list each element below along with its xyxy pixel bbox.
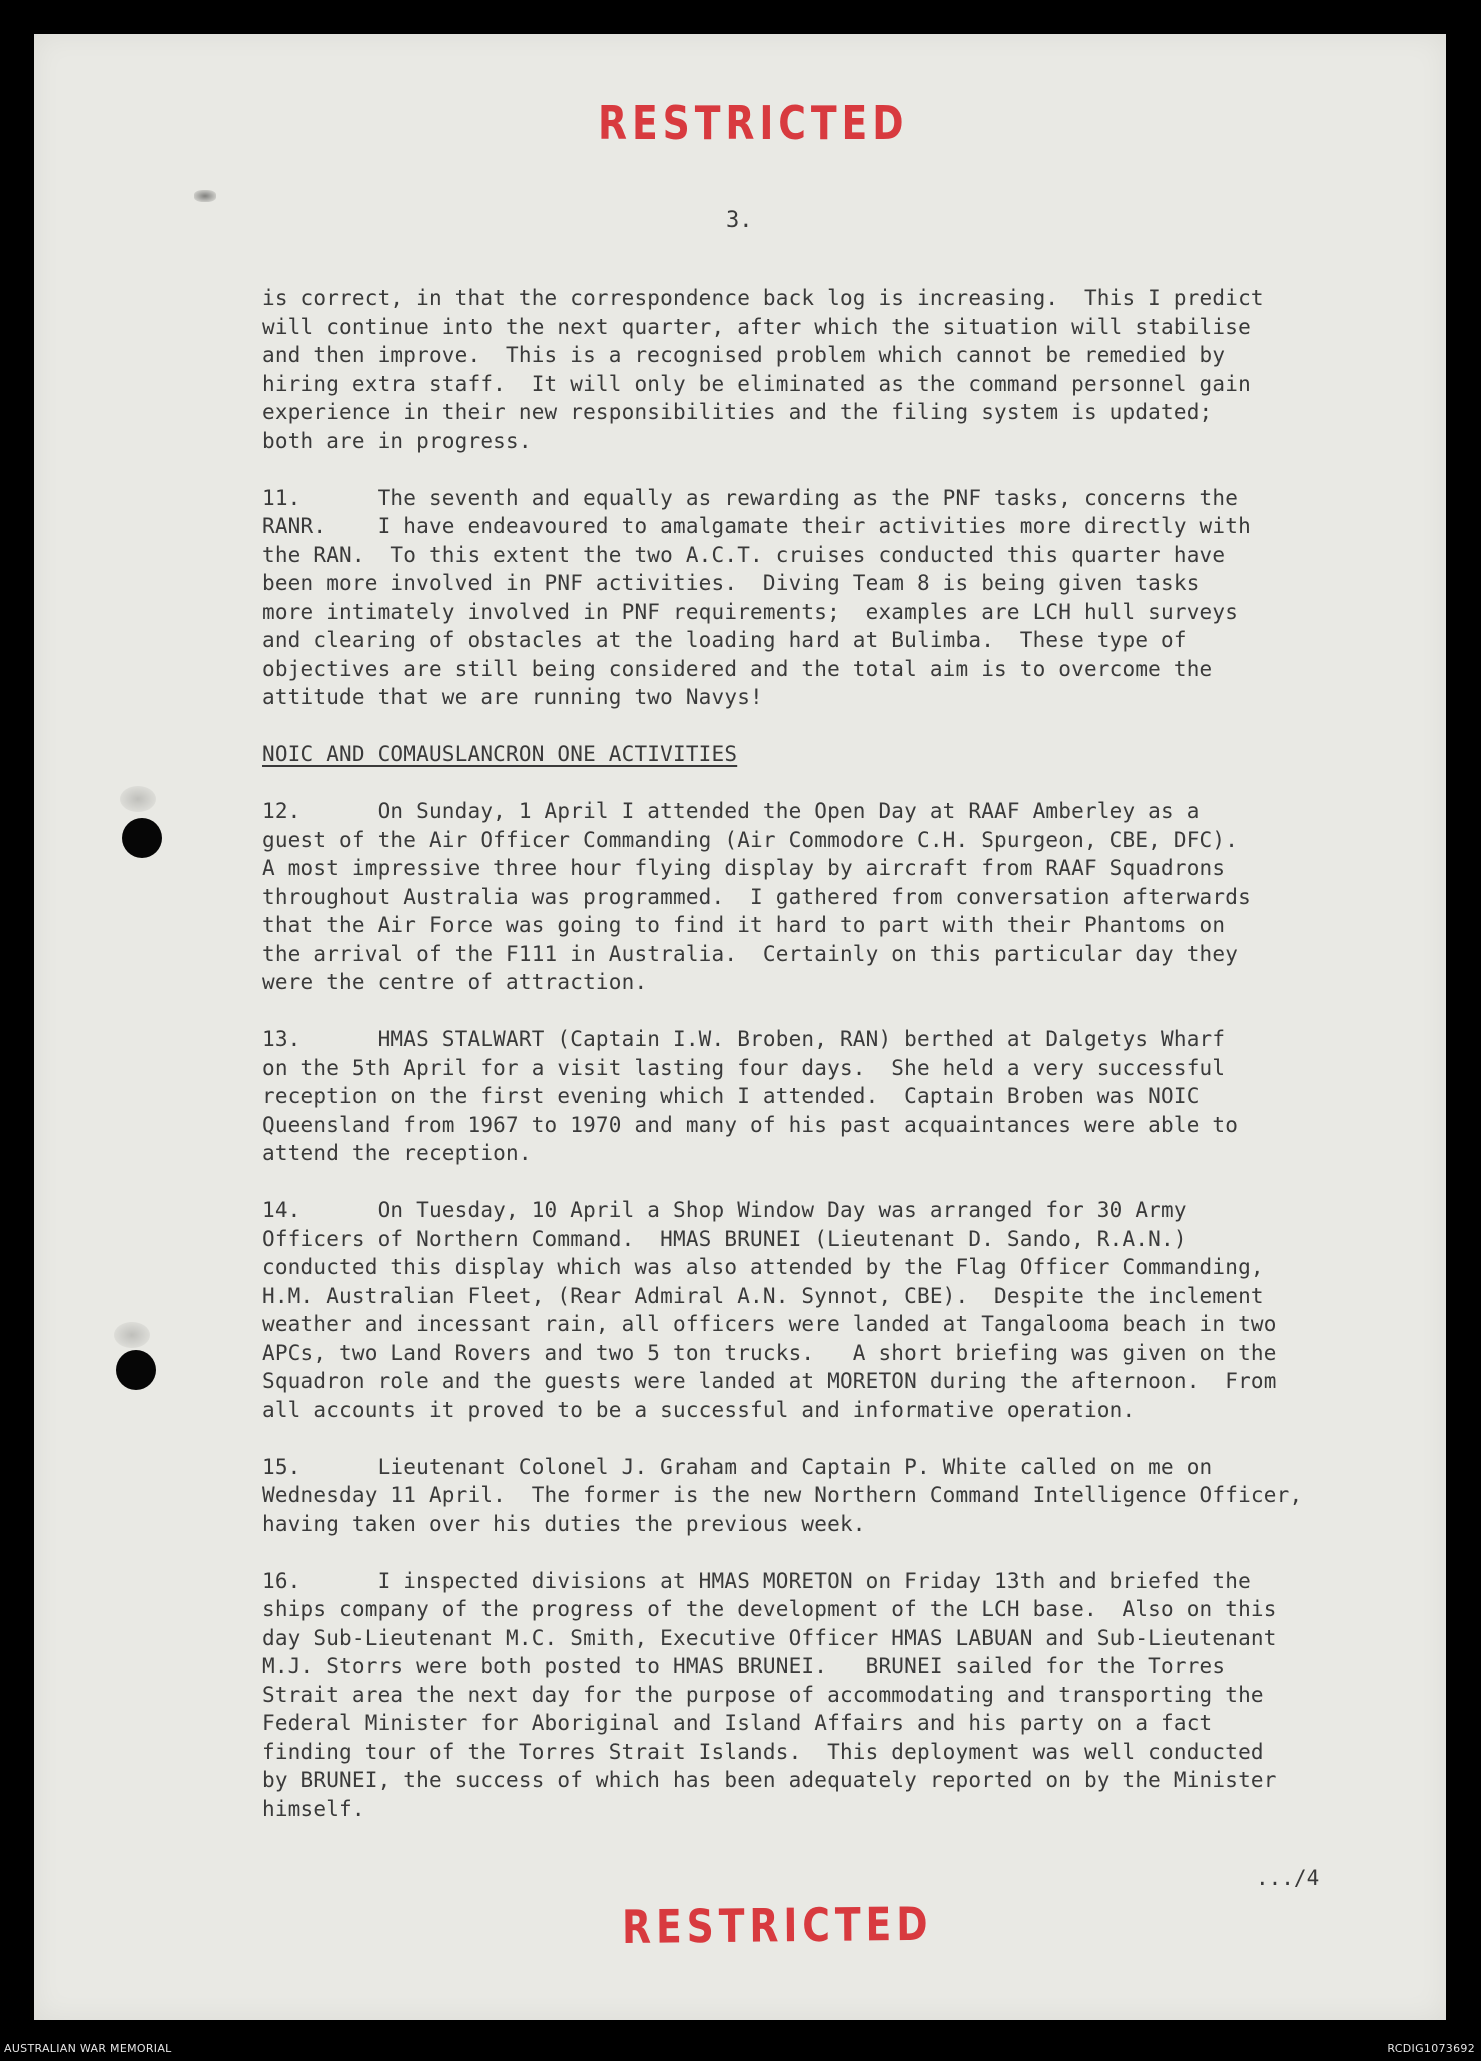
body-line: ships company of the progress of the development of the LCH base. Also on this: [262, 1597, 1277, 1621]
body-line: 16. I inspected divisions at HMAS MORETON on Friday 13th and briefed the: [262, 1568, 1251, 1593]
paragraph-gap: [262, 769, 1412, 798]
body-line: H.M. Australian Fleet, (Rear Admiral A.N. Synnot, CBE). Despite the inclement: [262, 1283, 1264, 1308]
continuation-marker: .../4: [1256, 1866, 1320, 1890]
body-line: is correct, in that the correspondence back log is increasing. This I predict: [262, 286, 1264, 310]
body-line: 11. The seventh and equally as rewarding as the PNF tasks, concerns the: [262, 485, 1239, 510]
body-line: by BRUNEI, the success of which has been adequately reported on by the Minister: [262, 1768, 1277, 1792]
body-line: APCs, two Land Rovers and two 5 ton trucks. A short briefing was given on the: [262, 1340, 1277, 1365]
body-line: throughout Australia was programmed. I gathered from conversation afterwards: [262, 884, 1251, 909]
body-line: and clearing of obstacles at the loading hard at Bulimba. These type of: [262, 628, 1187, 652]
body-line: more intimately involved in PNF requirements; examples are LCH hull surveys: [262, 599, 1239, 624]
classification-stamp-top: RESTRICTED: [598, 96, 909, 150]
body-line: Squadron role and the guests were landed at MORETON during the afternoon. From: [262, 1369, 1277, 1393]
body-line: attend the reception.: [262, 1141, 532, 1165]
body-line: Strait area the next day for the purpose of accommodating and transporting the: [262, 1682, 1264, 1707]
body-line: 15. Lieutenant Colonel J. Graham and Captain P. White called on me on: [262, 1454, 1213, 1479]
page-number: 3.: [726, 208, 753, 233]
body-line: hiring extra staff. It will only be eliminated as the command personnel gain: [262, 371, 1251, 396]
document-body: [262, 284, 1412, 1823]
body-line: finding tour of the Torres Strait Islands. This deployment was well conducted: [262, 1739, 1264, 1764]
punch-hole: [122, 818, 162, 858]
punch-hole-dent: [114, 1322, 150, 1348]
body-line: Queensland from 1967 to 1970 and many of his past acquaintances were able to: [262, 1112, 1239, 1137]
paragraph-gap: [262, 712, 1412, 741]
body-line: 13. HMAS STALWART (Captain I.W. Broben, RAN) berthed at Dalgetys Wharf: [262, 1027, 1226, 1051]
body-line: A most impressive three hour flying display by aircraft from RAAF Squadrons: [262, 856, 1226, 880]
body-line: attitude that we are running two Navys!: [262, 685, 763, 709]
footer-archive-name: AUSTRALIAN WAR MEMORIAL: [4, 2042, 172, 2055]
body-line: RANR. I have endeavoured to amalgamate their activities more directly with: [262, 514, 1251, 538]
classification-stamp-bottom: RESTRICTED: [621, 1896, 933, 1954]
body-line: Federal Minister for Aboriginal and Island Affairs and his party on a fact: [262, 1711, 1213, 1735]
paragraph-gap: [262, 455, 1412, 484]
body-line: day Sub-Lieutenant M.C. Smith, Executive Officer HMAS LABUAN and Sub-Lieutenant: [262, 1625, 1277, 1650]
paragraph-gap: [262, 1538, 1412, 1567]
punch-hole-dent: [120, 786, 156, 812]
body-line: having taken over his duties the previous week.: [262, 1511, 866, 1536]
body-line: guest of the Air Officer Commanding (Air Commodore C.H. Spurgeon, CBE, DFC).: [262, 827, 1239, 852]
body-line: weather and incessant rain, all officers were landed at Tangalooma beach in two: [262, 1312, 1277, 1336]
body-line: 14. On Tuesday, 10 April a Shop Window Day was arranged for 30 Army: [262, 1198, 1187, 1222]
body-line: objectives are still being considered and the total aim is to overcome the: [262, 656, 1213, 681]
body-line: 12. On Sunday, 1 April I attended the Open Day at RAAF Amberley as a: [262, 799, 1200, 823]
body-line: Wednesday 11 April. The former is the new Northern Command Intelligence Officer,: [262, 1483, 1303, 1507]
body-line: been more involved in PNF activities. Diving Team 8 is being given tasks: [262, 571, 1200, 595]
body-line: and then improve. This is a recognised problem which cannot be remedied by: [262, 343, 1226, 367]
paper-speck: [194, 190, 216, 202]
body-line: Officers of Northern Command. HMAS BRUNEI (Lieutenant D. Sando, R.A.N.): [262, 1226, 1187, 1251]
body-line: experience in their new responsibilities and the filing system is updated;: [262, 400, 1213, 424]
body-line: all accounts it proved to be a successful and informative operation.: [262, 1397, 1136, 1422]
body-line: will continue into the next quarter, after which the situation will stabilise: [262, 314, 1251, 339]
footer-record-id: RCDIG1073692: [1387, 2042, 1475, 2055]
body-line: the RAN. To this extent the two A.C.T. cruises conducted this quarter have: [262, 542, 1226, 567]
body-line: the arrival of the F111 in Australia. Certainly on this particular day they: [262, 941, 1239, 966]
punch-hole: [116, 1350, 156, 1390]
body-line: reception on the first evening which I attended. Captain Broben was NOIC: [262, 1084, 1200, 1108]
body-line: on the 5th April for a visit lasting four days. She held a very successful: [262, 1055, 1226, 1080]
paragraph-gap: [262, 1168, 1412, 1197]
body-line: M.J. Storrs were both posted to HMAS BRUNEI. BRUNEI sailed for the Torres: [262, 1654, 1226, 1678]
body-line: both are in progress.: [262, 428, 532, 453]
body-line: that the Air Force was going to find it hard to part with their Phantoms on: [262, 913, 1226, 937]
section-heading: NOIC AND COMAUSLANCRON ONE ACTIVITIES: [262, 742, 738, 766]
body-line: himself.: [262, 1796, 365, 1821]
body-line: were the centre of attraction.: [262, 970, 648, 994]
paragraph-gap: [262, 997, 1412, 1026]
paragraph-gap: [262, 1424, 1412, 1453]
body-line: conducted this display which was also attended by the Flag Officer Commanding,: [262, 1255, 1264, 1279]
